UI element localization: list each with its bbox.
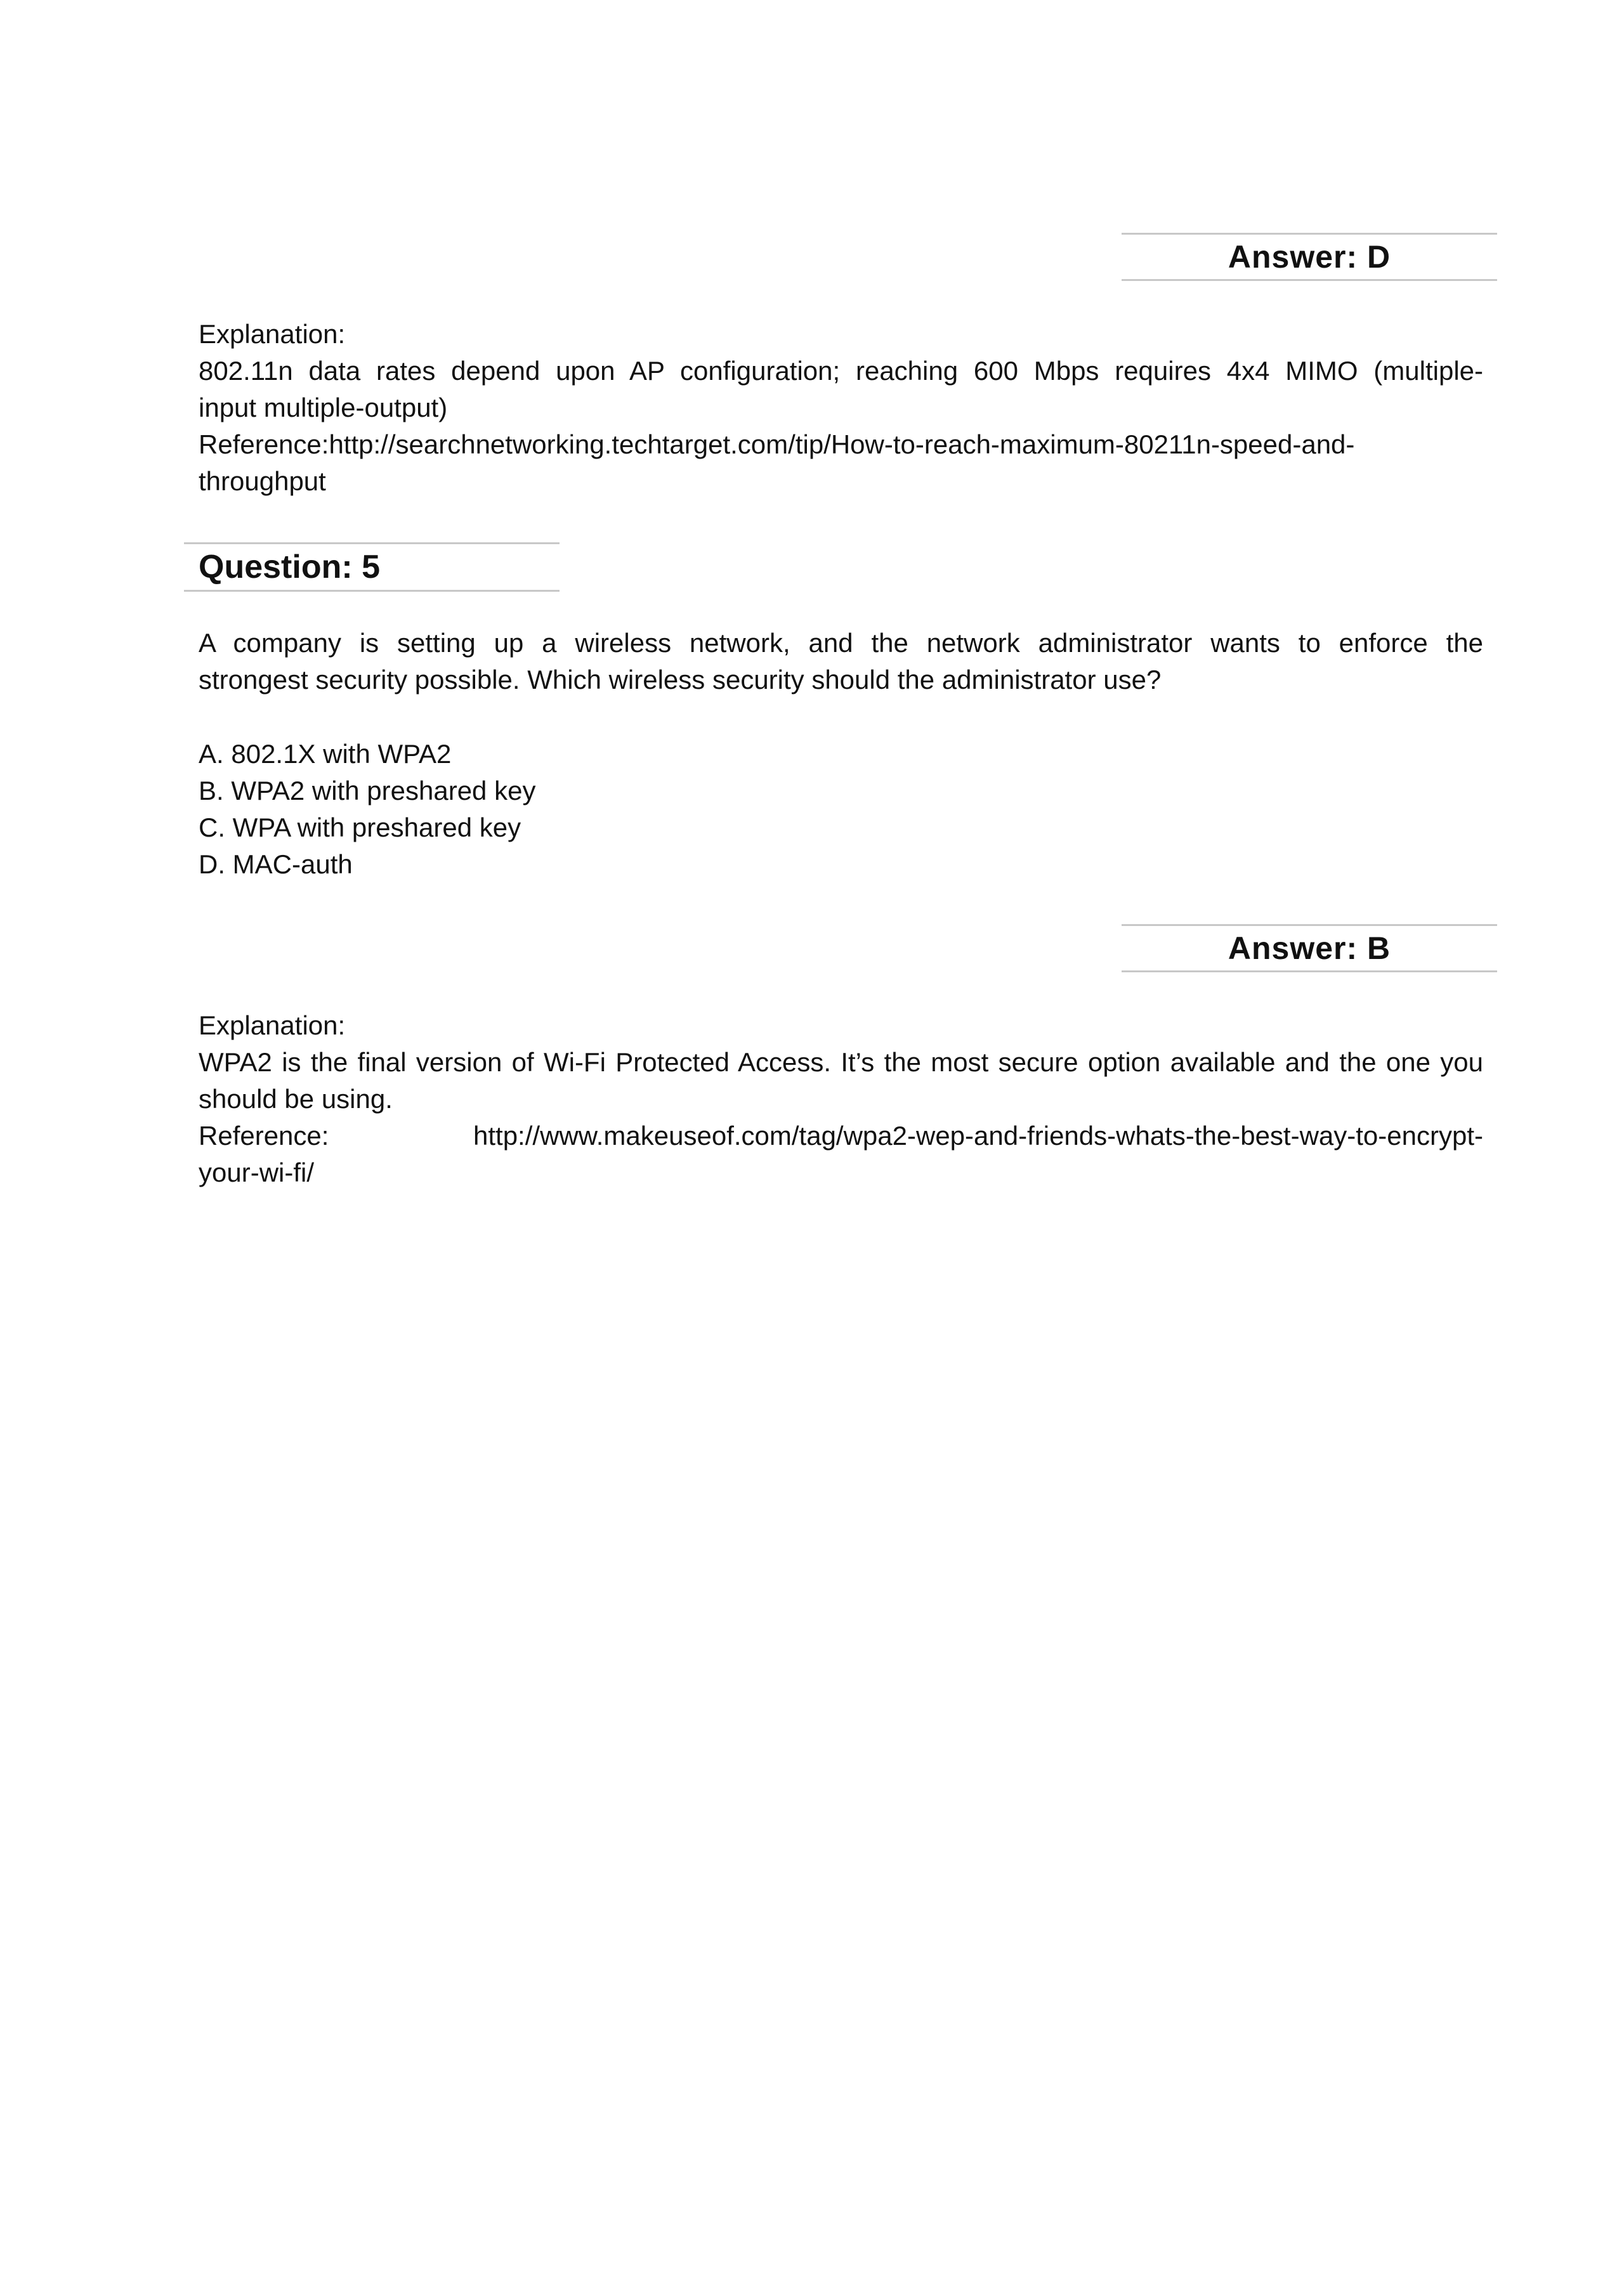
question-text: A company is setting up a wireless network, and the network administrator wants to enforce the <box>199 628 1483 658</box>
reference-link: your-wi-fi/ <box>199 1158 315 1187</box>
question-title-box <box>184 542 560 592</box>
option-c: C. WPA with preshared key <box>199 812 521 842</box>
option-d: D. MAC-auth <box>199 849 353 879</box>
option-a: A. 802.1X with WPA2 <box>199 739 452 769</box>
answer-box <box>1122 924 1497 972</box>
question-text-block <box>199 625 1483 698</box>
explanation-text: input multiple-output) <box>199 393 448 422</box>
answer-label: Answer: <box>1228 930 1358 966</box>
explanation-block <box>199 316 1483 500</box>
question-title: Question: 5 <box>199 549 381 585</box>
answer-label: Answer: <box>1228 239 1358 275</box>
explanation-heading: Explanation: <box>199 319 346 349</box>
question-text: strongest security possible. Which wireless security should the administrator use? <box>199 665 1162 695</box>
explanation-block <box>199 1007 1483 1191</box>
options-list <box>199 736 1483 883</box>
explanation-text: WPA2 is the final version of Wi-Fi Protected Access. It’s the most secure option available and the one you <box>199 1047 1483 1077</box>
answer-value: D <box>1367 239 1391 275</box>
explanation-text: should be using. <box>199 1084 393 1114</box>
answer-value: B <box>1367 930 1391 966</box>
reference-link: Reference:http://searchnetworking.techtarget.com/tip/How-to-reach-maximum-80211n-speed-and- <box>199 429 1355 459</box>
explanation-heading: Explanation: <box>199 1010 346 1040</box>
explanation-text: 802.11n data rates depend upon AP configuration; reaching 600 Mbps requires 4x4 MIMO (multiple- <box>199 356 1483 386</box>
answer-box <box>1122 233 1497 281</box>
option-b: B. WPA2 with preshared key <box>199 776 536 806</box>
reference-link: throughput <box>199 466 326 496</box>
reference-link: Reference: http://www.makeuseof.com/tag/wpa2-wep-and-friends-whats-the-best-way-to-encrypt- <box>199 1121 1483 1151</box>
